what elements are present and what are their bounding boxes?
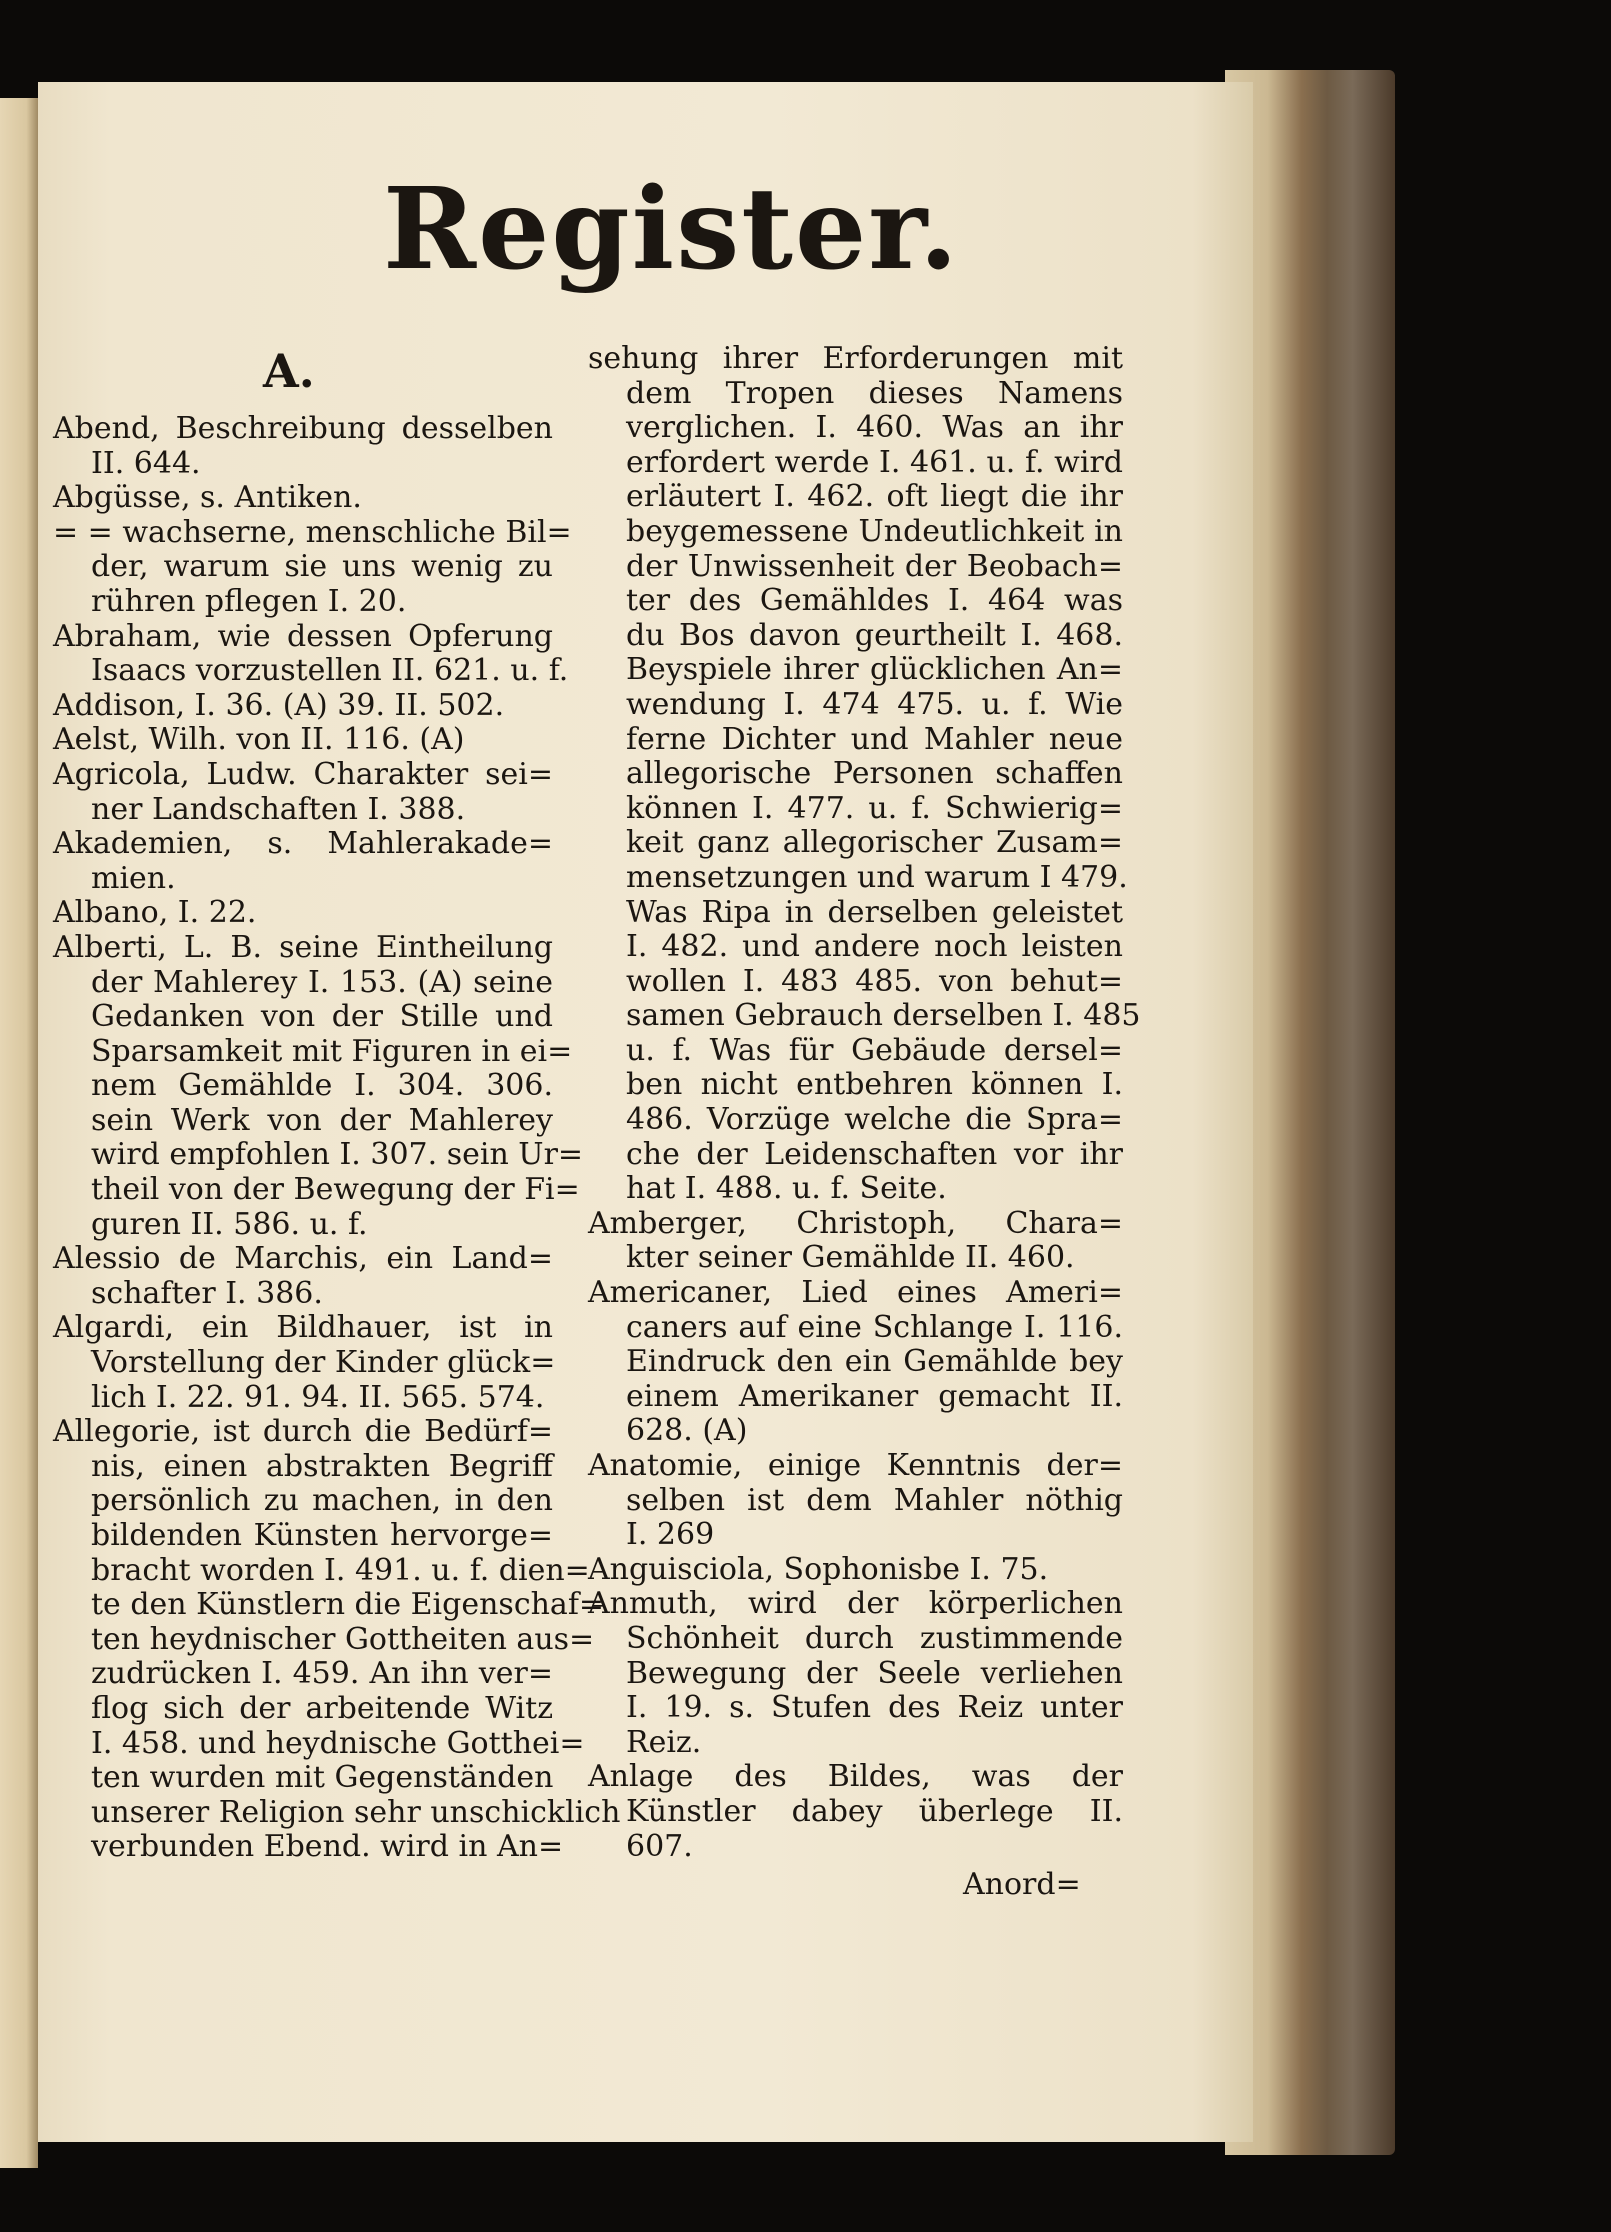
entry-line: beygemessene Undeutlichkeit in xyxy=(626,513,1123,549)
entry-line: lich I. 22. 91. 94. II. 565. 574. xyxy=(91,1379,545,1415)
entry-line: Anlage des Bildes, was der xyxy=(588,1759,1123,1795)
register-entry xyxy=(588,1449,1123,1553)
entry-line: sein Werk von der Mahlerey xyxy=(91,1102,553,1138)
entry-line: bracht worden I. 491. u. f. dien= xyxy=(91,1552,590,1588)
entry-line: du Bos davon geurtheilt I. 468. xyxy=(626,617,1123,653)
register-entry xyxy=(53,896,553,931)
entry-line: selben ist dem Mahler nöthig xyxy=(626,1482,1123,1518)
entry-line: erläutert I. 462. oft liegt die ihr xyxy=(626,479,1123,515)
entry-line: Beyspiele ihrer glücklichen An= xyxy=(626,652,1123,688)
entry-line: Abgüsse, s. Antiken. xyxy=(53,480,362,516)
register-entry xyxy=(53,689,553,724)
register-entry xyxy=(53,929,584,1242)
entry-line: Was Ripa in derselben geleistet xyxy=(626,894,1123,930)
entry-line: Americaner, Lied eines Ameri= xyxy=(588,1275,1123,1311)
entry-line: allegorische Personen schaffen xyxy=(626,756,1123,792)
entry-line: unserer Religion sehr unschicklich xyxy=(91,1794,621,1830)
entry-line: sehung ihrer Erforderungen mit xyxy=(588,341,1123,376)
entry-line: wollen I. 483 485. von behut= xyxy=(626,963,1123,999)
section-letter: A. xyxy=(263,344,315,398)
entry-line: Amberger, Christoph, Chara= xyxy=(588,1205,1123,1241)
entry-line: 628. (A) xyxy=(626,1413,748,1449)
entry-line: verglichen. I. 460. Was an ihr xyxy=(626,410,1123,446)
entry-line: rühren pflegen I. 20. xyxy=(91,583,407,619)
entry-line: te den Künstlern die Eigenschaf= xyxy=(91,1587,605,1623)
entry-line: I. 482. und andere noch leisten xyxy=(626,929,1123,965)
entry-line: Schönheit durch zustimmende xyxy=(626,1620,1123,1656)
register-entry xyxy=(588,341,1141,1207)
entry-line: Aelst, Wilh. von II. 116. (A) xyxy=(53,722,465,758)
register-entry xyxy=(53,1414,621,1865)
entry-line: Eindruck den ein Gemählde bey xyxy=(626,1344,1123,1380)
entry-line: Bewegung der Seele verliehen xyxy=(626,1655,1123,1691)
register-entry xyxy=(588,1207,1123,1276)
register-entry xyxy=(53,723,553,758)
entry-line: u. f. Was für Gebäude dersel= xyxy=(626,1032,1123,1068)
entry-line: verbunden Ebend. wird in An= xyxy=(91,1829,564,1865)
entry-line: Gedanken von der Stille und xyxy=(91,999,553,1035)
page-title: Register. xyxy=(383,164,960,295)
entry-line: Allegorie, ist durch die Bedürf= xyxy=(53,1414,553,1450)
entry-line: Akademien, s. Mahlerakade= xyxy=(53,826,553,862)
entry-line: wendung I. 474 475. u. f. Wie xyxy=(626,686,1123,722)
entry-line: einem Amerikaner gemacht II. xyxy=(626,1378,1123,1414)
entry-line: 486. Vorzüge welche die Spra= xyxy=(626,1102,1123,1138)
entry-line: ner Landschaften I. 388. xyxy=(91,791,466,827)
register-entry xyxy=(53,618,569,689)
entry-line: Alberti, L. B. seine Eintheilung xyxy=(53,929,553,965)
entry-line: Albano, I. 22. xyxy=(53,895,257,931)
entry-line: erfordert werde I. 461. u. f. wird xyxy=(626,444,1123,480)
entry-line: ben nicht entbehren können I. xyxy=(626,1067,1123,1103)
entry-line: Agricola, Ludw. Charakter sei= xyxy=(53,756,553,792)
register-entry xyxy=(53,1242,553,1311)
entry-line: kter seiner Gemählde II. 460. xyxy=(626,1240,1075,1276)
entry-line: bildenden Künsten hervorge= xyxy=(91,1518,553,1553)
entry-line: der Mahlerey I. 153. (A) seine xyxy=(91,964,553,1000)
entry-line: Vorstellung der Kinder glück= xyxy=(91,1345,556,1381)
left-page-edge xyxy=(0,98,38,2168)
entry-line: wird empfohlen I. 307. sein Ur= xyxy=(91,1137,584,1173)
register-entry xyxy=(588,1760,1123,1864)
register-entry xyxy=(53,514,572,620)
entry-line: I. 19. s. Stufen des Reiz unter xyxy=(626,1690,1123,1726)
entry-line: ter des Gemähldes I. 464 was xyxy=(626,583,1123,619)
entry-line: Reiz. xyxy=(626,1724,702,1760)
entry-line: theil von der Bewegung der Fi= xyxy=(91,1172,580,1208)
entry-line: der, warum sie uns wenig zu xyxy=(91,549,553,585)
right-column xyxy=(588,341,1141,1864)
register-entry xyxy=(53,827,553,896)
entry-line: können I. 477. u. f. Schwierig= xyxy=(626,790,1123,826)
entry-line: Abraham, wie dessen Opferung xyxy=(53,618,553,654)
entry-line: nis, einen abstrakten Begriff xyxy=(91,1448,553,1484)
entry-line: ten heydnischer Gottheiten aus= xyxy=(91,1621,595,1657)
entry-line: I. 269 xyxy=(626,1517,715,1553)
entry-line: Algardi, ein Bildhauer, ist in xyxy=(53,1310,553,1346)
entry-line: I. 458. und heydnische Gotthei= xyxy=(91,1725,585,1761)
entry-line: samen Gebrauch derselben I. 485 xyxy=(626,998,1141,1034)
catchword: Anord= xyxy=(963,1867,1081,1902)
entry-line: Addison, I. 36. (A) 39. II. 502. xyxy=(53,687,505,723)
entry-line: persönlich zu machen, in den xyxy=(91,1483,553,1519)
entry-line: Anmuth, wird der körperlichen xyxy=(588,1586,1123,1622)
register-entry xyxy=(53,1310,556,1415)
entry-line: caners auf eine Schlange I. 116. xyxy=(626,1309,1123,1345)
entry-line: Isaacs vorzustellen II. 621. u. f. xyxy=(91,653,569,689)
register-page xyxy=(38,82,1253,2142)
register-entry xyxy=(588,1553,1123,1588)
entry-line: ten wurden mit Gegenständen xyxy=(91,1760,554,1796)
entry-line: mien. xyxy=(91,860,176,896)
entry-line: ferne Dichter und Mahler neue xyxy=(626,721,1123,757)
entry-line: che der Leidenschaften vor ihr xyxy=(626,1136,1123,1172)
entry-line: hat I. 488. u. f. Seite. xyxy=(626,1171,947,1207)
entry-line: nem Gemählde I. 304. 306. xyxy=(91,1068,553,1104)
entry-line: dem Tropen dieses Namens xyxy=(626,375,1123,411)
entry-line: keit ganz allegorischer Zusam= xyxy=(626,825,1123,861)
entry-line: Künstler dabey überlege II. xyxy=(626,1793,1123,1829)
entry-line: = = wachserne, menschliche Bil= xyxy=(53,514,572,550)
entry-line: Sparsamkeit mit Figuren in ei= xyxy=(91,1033,573,1069)
register-entry xyxy=(53,412,553,481)
register-entry xyxy=(53,481,553,516)
entry-line: zudrücken I. 459. An ihn ver= xyxy=(91,1656,553,1692)
left-column xyxy=(53,411,621,1865)
entry-line: Anguisciola, Sophonisbe I. 75. xyxy=(588,1551,1049,1587)
entry-line: schafter I. 386. xyxy=(91,1275,323,1311)
entry-line: II. 644. xyxy=(91,445,201,481)
entry-line: flog sich der arbeitende Witz xyxy=(91,1690,553,1726)
entry-line: der Unwissenheit der Beobach= xyxy=(626,548,1123,584)
register-entry xyxy=(53,758,553,827)
register-entry xyxy=(588,1587,1123,1760)
entry-line: mensetzungen und warum I 479. xyxy=(626,859,1128,895)
entry-line: 607. xyxy=(626,1828,693,1864)
entry-line: Anatomie, einige Kenntnis der= xyxy=(588,1448,1123,1483)
register-entry xyxy=(588,1276,1123,1449)
entry-line: Alessio de Marchis, ein Land= xyxy=(53,1241,553,1277)
entry-line: Abend, Beschreibung desselben xyxy=(53,411,553,446)
entry-line: guren II. 586. u. f. xyxy=(91,1206,368,1242)
